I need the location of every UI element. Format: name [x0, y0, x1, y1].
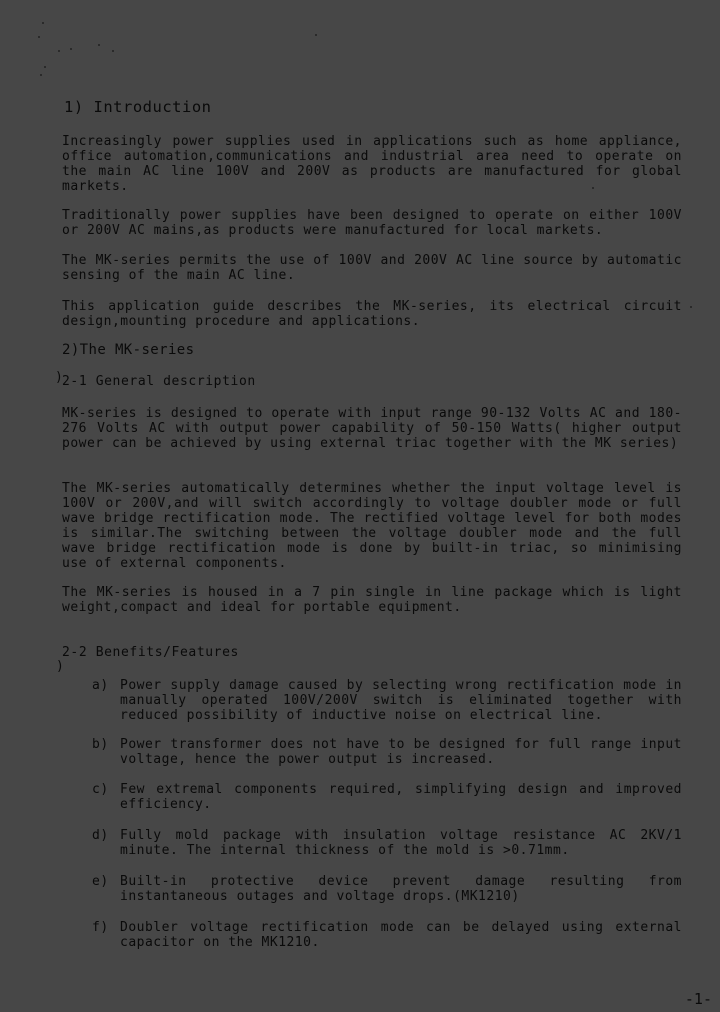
feature-label: b) [92, 737, 109, 752]
general-paragraph-2: The MK-series automatically determines whether the input voltage level is 100V or 200V,and will switch accordingly to voltage doubler mode or full wave bridge rectification mode. The rectified voltage level for both modes is similar.The switching between the voltage doubler mode and the full wave bridge rectification mode is done by built-in triac, so minimising use of external components. [62, 481, 682, 571]
feature-text: Power supply damage caused by selecting wrong rectification mode in manually operated 100V/200V switch is eliminated together with reduced possibility of inductive noise on electrical line. [120, 678, 682, 723]
margin-mark: ) [56, 659, 64, 674]
general-paragraph-3: The MK-series is housed in a 7 pin single in line package which is light weight,compact and ideal for portable equipment. [62, 585, 682, 615]
section-heading-introduction: 1) Introduction [64, 98, 212, 116]
intro-paragraph-2: Traditionally power supplies have been designed to operate on either 100V or 200V AC mains,as products were manufactured for local markets. [62, 208, 682, 238]
intro-paragraph-3: The MK-series permits the use of 100V and 200V AC line source by automatic sensing of the main AC line. [62, 253, 682, 283]
feature-text: Few extremal components required, simplifying design and improved efficiency. [120, 782, 682, 812]
margin-mark: ) [55, 370, 63, 385]
section-heading-mk-series: 2)The MK-series [62, 342, 195, 358]
subsection-heading-general: 2-1 General description [62, 374, 256, 389]
feature-text: Doubler voltage rectification mode can be delayed using external capacitor on the MK1210. [120, 920, 682, 950]
feature-label: e) [92, 874, 109, 889]
intro-paragraph-1: Increasingly power supplies used in applications such as home appliance, office automation,communications and industrial area need to operate on the main AC line 100V and 200V as products are manufactured for global markets. [62, 134, 682, 194]
intro-paragraph-4: This application guide describes the MK-series, its electrical circuit design,mounting procedure and applications. [62, 299, 682, 329]
subsection-heading-benefits: 2-2 Benefits/Features [62, 645, 239, 660]
feature-text: Power transformer does not have to be designed for full range input voltage, hence the power output is increased. [120, 737, 682, 767]
feature-label: d) [92, 828, 109, 843]
feature-label: f) [92, 920, 109, 935]
feature-text: Built-in protective device prevent damage resulting from instantaneous outages and voltage drops.(MK1210) [120, 874, 682, 904]
general-paragraph-1: MK-series is designed to operate with input range 90-132 Volts AC and 180-276 Volts AC with output power capability of 50-150 Watts( higher output power can be achieved by using external triac together with the MK series) [62, 406, 682, 451]
feature-label: a) [92, 678, 109, 693]
feature-text: Fully mold package with insulation voltage resistance AC 2KV/1 minute. The internal thickness of the mold is >0.71mm. [120, 828, 682, 858]
page-number: -1- [684, 990, 712, 1008]
feature-label: c) [92, 782, 109, 797]
